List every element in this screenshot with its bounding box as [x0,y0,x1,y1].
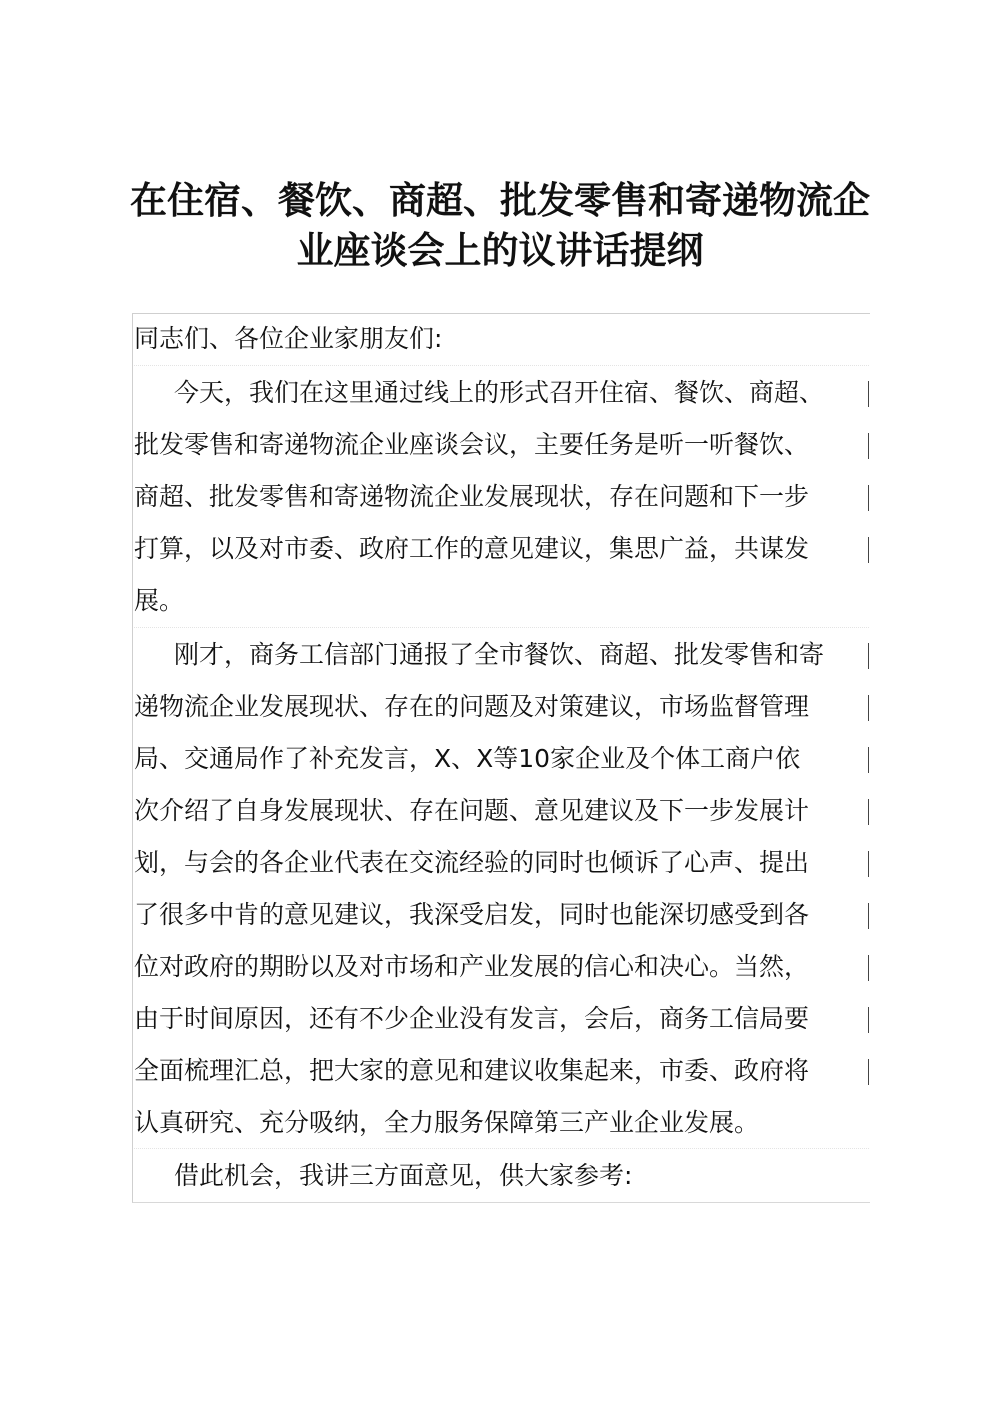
paragraph-2 [134,629,874,1149]
paragraph-3 [134,1150,874,1202]
line-end-mark [868,1059,869,1085]
paragraph-line: 位对政府的期盼以及对市场和产业发展的信心和决心。当然， [134,952,810,981]
paragraph-line: 认真研究、充分吸纳，全力服务保障第三产业企业发展。 [134,1108,760,1137]
separator [134,365,869,366]
line-end-mark [868,1007,869,1033]
line-end-mark [868,903,869,929]
paragraph-1 [134,367,874,627]
paragraph-line: 划，与会的各企业代表在交流经验的同时也倾诉了心声、提出 [134,848,810,877]
paragraph-line: 商超、批发零售和寄递物流企业发展现状，存在问题和下一步 [134,482,810,511]
line-end-mark [868,485,869,511]
salutation-text: 同志们、各位企业家朋友们: [134,324,443,353]
line-end-mark [868,747,869,773]
line-end-mark [868,433,869,459]
title-line-2: 业座谈会上的议讲话提纲 [296,229,704,272]
line-end-mark [868,643,869,669]
paragraph-line: 展。 [134,586,185,615]
paragraph-line: 刚才，商务工信部门通报了全市餐饮、商超、批发零售和寄 [174,640,825,669]
title-line-1: 在住宿、餐饮、商超、批发零售和寄递物流企 [130,179,870,222]
line-end-mark [868,799,869,825]
paragraph-line: 全面梳理汇总，把大家的意见和建议收集起来，市委、政府将 [134,1056,810,1085]
paragraph-line: 今天，我们在这里通过线上的形式召开住宿、餐饮、商超、 [174,378,825,407]
paragraph-line: 局、交通局作了补充发言，X、X等10家企业及个体工商户依 [134,744,801,773]
paragraph-line: 借此机会，我讲三方面意见，供大家参考: [174,1161,633,1190]
salutation [134,313,874,365]
separator [134,627,869,628]
document-title [120,176,880,276]
paragraph-line: 由于时间原因，还有不少企业没有发言，会后，商务工信局要 [134,1004,810,1033]
line-end-mark [868,955,869,981]
paragraph-line: 次介绍了自身发展现状、存在问题、意见建议及下一步发展计 [134,796,810,825]
line-end-mark [868,851,869,877]
paragraph-line: 打算，以及对市委、政府工作的意见建议，集思广益，共谋发 [134,534,810,563]
line-end-mark [868,537,869,563]
paragraph-line: 批发零售和寄递物流企业座谈会议，主要任务是听一听餐饮、 [134,430,810,459]
paragraph-line: 了很多中肯的意见建议，我深受启发，同时也能深切感受到各 [134,900,810,929]
paragraph-line: 递物流企业发展现状、存在的问题及对策建议，市场监督管理 [134,692,810,721]
line-end-mark [868,381,869,407]
line-end-mark [868,695,869,721]
